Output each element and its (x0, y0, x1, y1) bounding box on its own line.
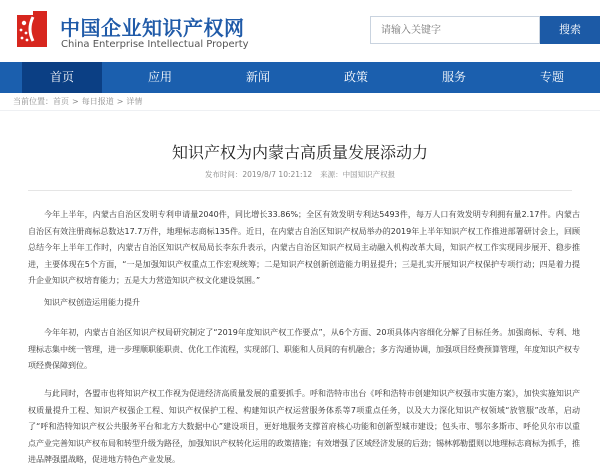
breadcrumb-home[interactable]: 首页 (53, 97, 69, 106)
breadcrumb-section[interactable]: 每日报道 (81, 97, 114, 106)
article-source: 来源：中国知识产权报 (320, 170, 396, 179)
article-date: 发布时间：2019/8/7 10:21:12 (204, 170, 313, 179)
article-paragraph: 与此同时，各盟市也将知识产权工作视为促进经济高质量发展的重要抓手。呼和浩特市出台《呼和浩特市创建知识产权强市实施方案》，加快实施知识产权质量提升工程、知识产权强企工程、知识产权保护工程、构建知识产权运营服务体系等7项重点任务，以及大力深化知识产权领域“放管服”改革，启动了“呼和浩特知识产权公共服务平台和北方大数据中心”建设项目，更好地服务支撑首府核心功能和创新型城市建设；包头市、鄂尔多斯市、呼伦贝尔市以重点产业完善知识产权布局和转型升级为路径，加强知识产权转化运用的政策措施；有效增强了区域经济发展的后劲；锡林郭勒盟则以地理标志商标为抓手，推进品牌强盟战略，促进地方特色产业发展。 (28, 389, 580, 464)
article-paragraph: 今年年初，内蒙古自治区知识产权局研究制定了“2019年度知识产权工作要点”，从6个方面、20项具体内容细化分解了目标任务。加强商标、专利、地理标志集中统一管理，进一步理顺职能职责、优化工作流程，实现部门、职能和人员间的有机融合；多方沟通协调，加强项目经费预算管理，年度知识产权专项经费保障到位。 (28, 328, 580, 370)
nav-item-services[interactable]: 服务 (441, 70, 466, 84)
nav-item-policy[interactable]: 政策 (343, 70, 368, 84)
site-name-en: China Enterprise Intellectual Property (61, 39, 249, 50)
main-nav (0, 62, 600, 93)
nav-item-news[interactable]: 新闻 (245, 70, 270, 84)
search-button[interactable]: 搜索 (540, 16, 600, 44)
nav-item-apps[interactable]: 应用 (147, 70, 172, 84)
breadcrumb-prefix: 当前位置： (13, 97, 53, 106)
article-subheading: 知识产权创造运用能力提升 (44, 298, 140, 307)
nav-item-home[interactable]: 首页 (22, 62, 102, 93)
divider (28, 190, 572, 191)
breadcrumb-separator: > (116, 97, 124, 106)
article-paragraph: 今年上半年，内蒙古自治区发明专利申请量2040件，同比增长33.86%；全区有效发明专利达5493件，每万人口有效发明专利拥有量2.17件。内蒙古自治区有效注册商标总数达17.7万件，地理标志商标135件。近日，在内蒙古自治区知识产权局举办的2019年上半年知识产权工作推进部署研讨会上，回顾总结今年上半年工作时，内蒙古自治区知识产权局局长李东升表示，内蒙古自治区知识产权局主动融入机构改革大局，知识产权工作实现同步展开、稳步推进，主要体现在5个方面，“一是加强知识产权重点工作宏观统筹；二是知识产权创新创造能力明显提升；三是扎实开展知识产权保护专项行动；四是着力提升企业知识产权培育能力；五是大力营造知识产权文化建设氛围。” (28, 210, 580, 285)
breadcrumb (13, 96, 142, 107)
divider (0, 110, 600, 111)
site-name[interactable]: 中国企业知识产权网 (60, 16, 245, 40)
search-input[interactable] (370, 16, 540, 44)
article-meta (0, 169, 600, 180)
site-logo-icon[interactable] (13, 9, 49, 49)
article-title: 知识产权为内蒙古高质量发展添动力 (171, 143, 428, 162)
site-header (0, 0, 600, 62)
breadcrumb-current: 详情 (126, 97, 143, 106)
nav-item-topics[interactable]: 专题 (539, 70, 564, 84)
breadcrumb-separator: > (72, 97, 79, 106)
